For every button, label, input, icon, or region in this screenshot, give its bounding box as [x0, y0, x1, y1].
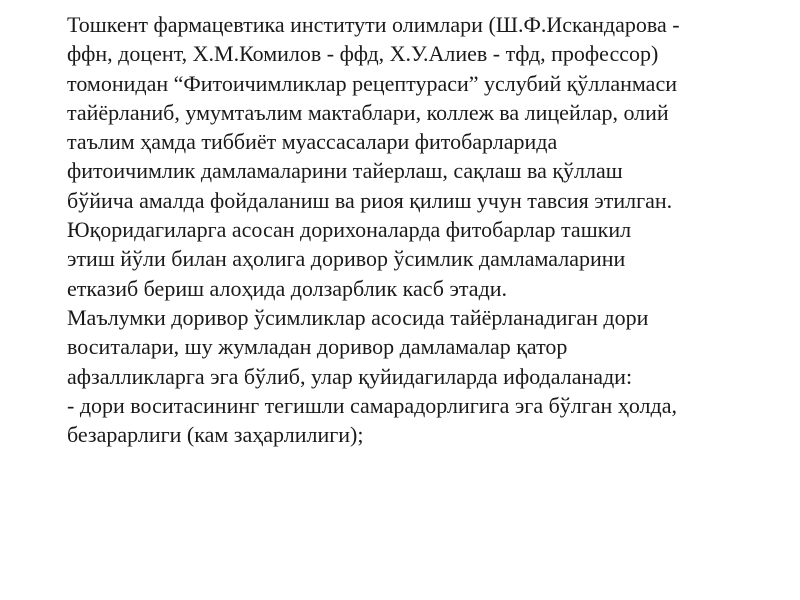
- text-line: етказиб бериш алоҳида долзарблик касб этади.: [67, 275, 508, 301]
- text-line: бўйича амалда фойдаланиш ва риоя қилиш учун тавсия этилган.: [67, 187, 673, 213]
- text-line: этиш йўли билан аҳолига доривор ўсимлик дамламаларини: [67, 246, 626, 272]
- text-line: Тошкент фармацевтика институти олимлари (Ш.Ф.Искандарова -: [67, 12, 680, 37]
- text-line: безарарлиги (кам заҳарлилиги);: [67, 422, 364, 448]
- text-line: тайёрланиб, умумтаълим мактаблари, коллеж ва лицейлар, олий: [67, 99, 669, 125]
- text-line: афзалликларга эга бўлиб, улар қуйидагиларда ифодаланади:: [67, 363, 633, 389]
- text-line: Юқоридагиларга асосан дорихоналарда фитобарлар ташкил: [67, 217, 632, 243]
- body-text: [67, 10, 760, 449]
- text-line: таълим ҳамда тиббиёт муассасалари фитобарларида: [67, 129, 558, 155]
- text-line: Маълумки доривор ўсимликлар асосида тайёрланадиган дори: [67, 304, 649, 330]
- text-line: воситалари, шу жумладан доривор дамламалар қатор: [67, 334, 568, 360]
- text-line: - дори воситасининг тегишли самарадорлигига эга бўлган ҳолда,: [67, 392, 677, 418]
- text-line: ффн, доцент, Х.М.Комилов - ффд, Х.У.Алиев - тфд, профессор): [67, 41, 659, 67]
- text-line: томонидан “Фитоичимликлар рецептураси” услубий қўлланмаси: [67, 70, 677, 96]
- text-line: фитоичимлик дамламаларини тайерлаш, сақлаш ва қўллаш: [67, 158, 623, 184]
